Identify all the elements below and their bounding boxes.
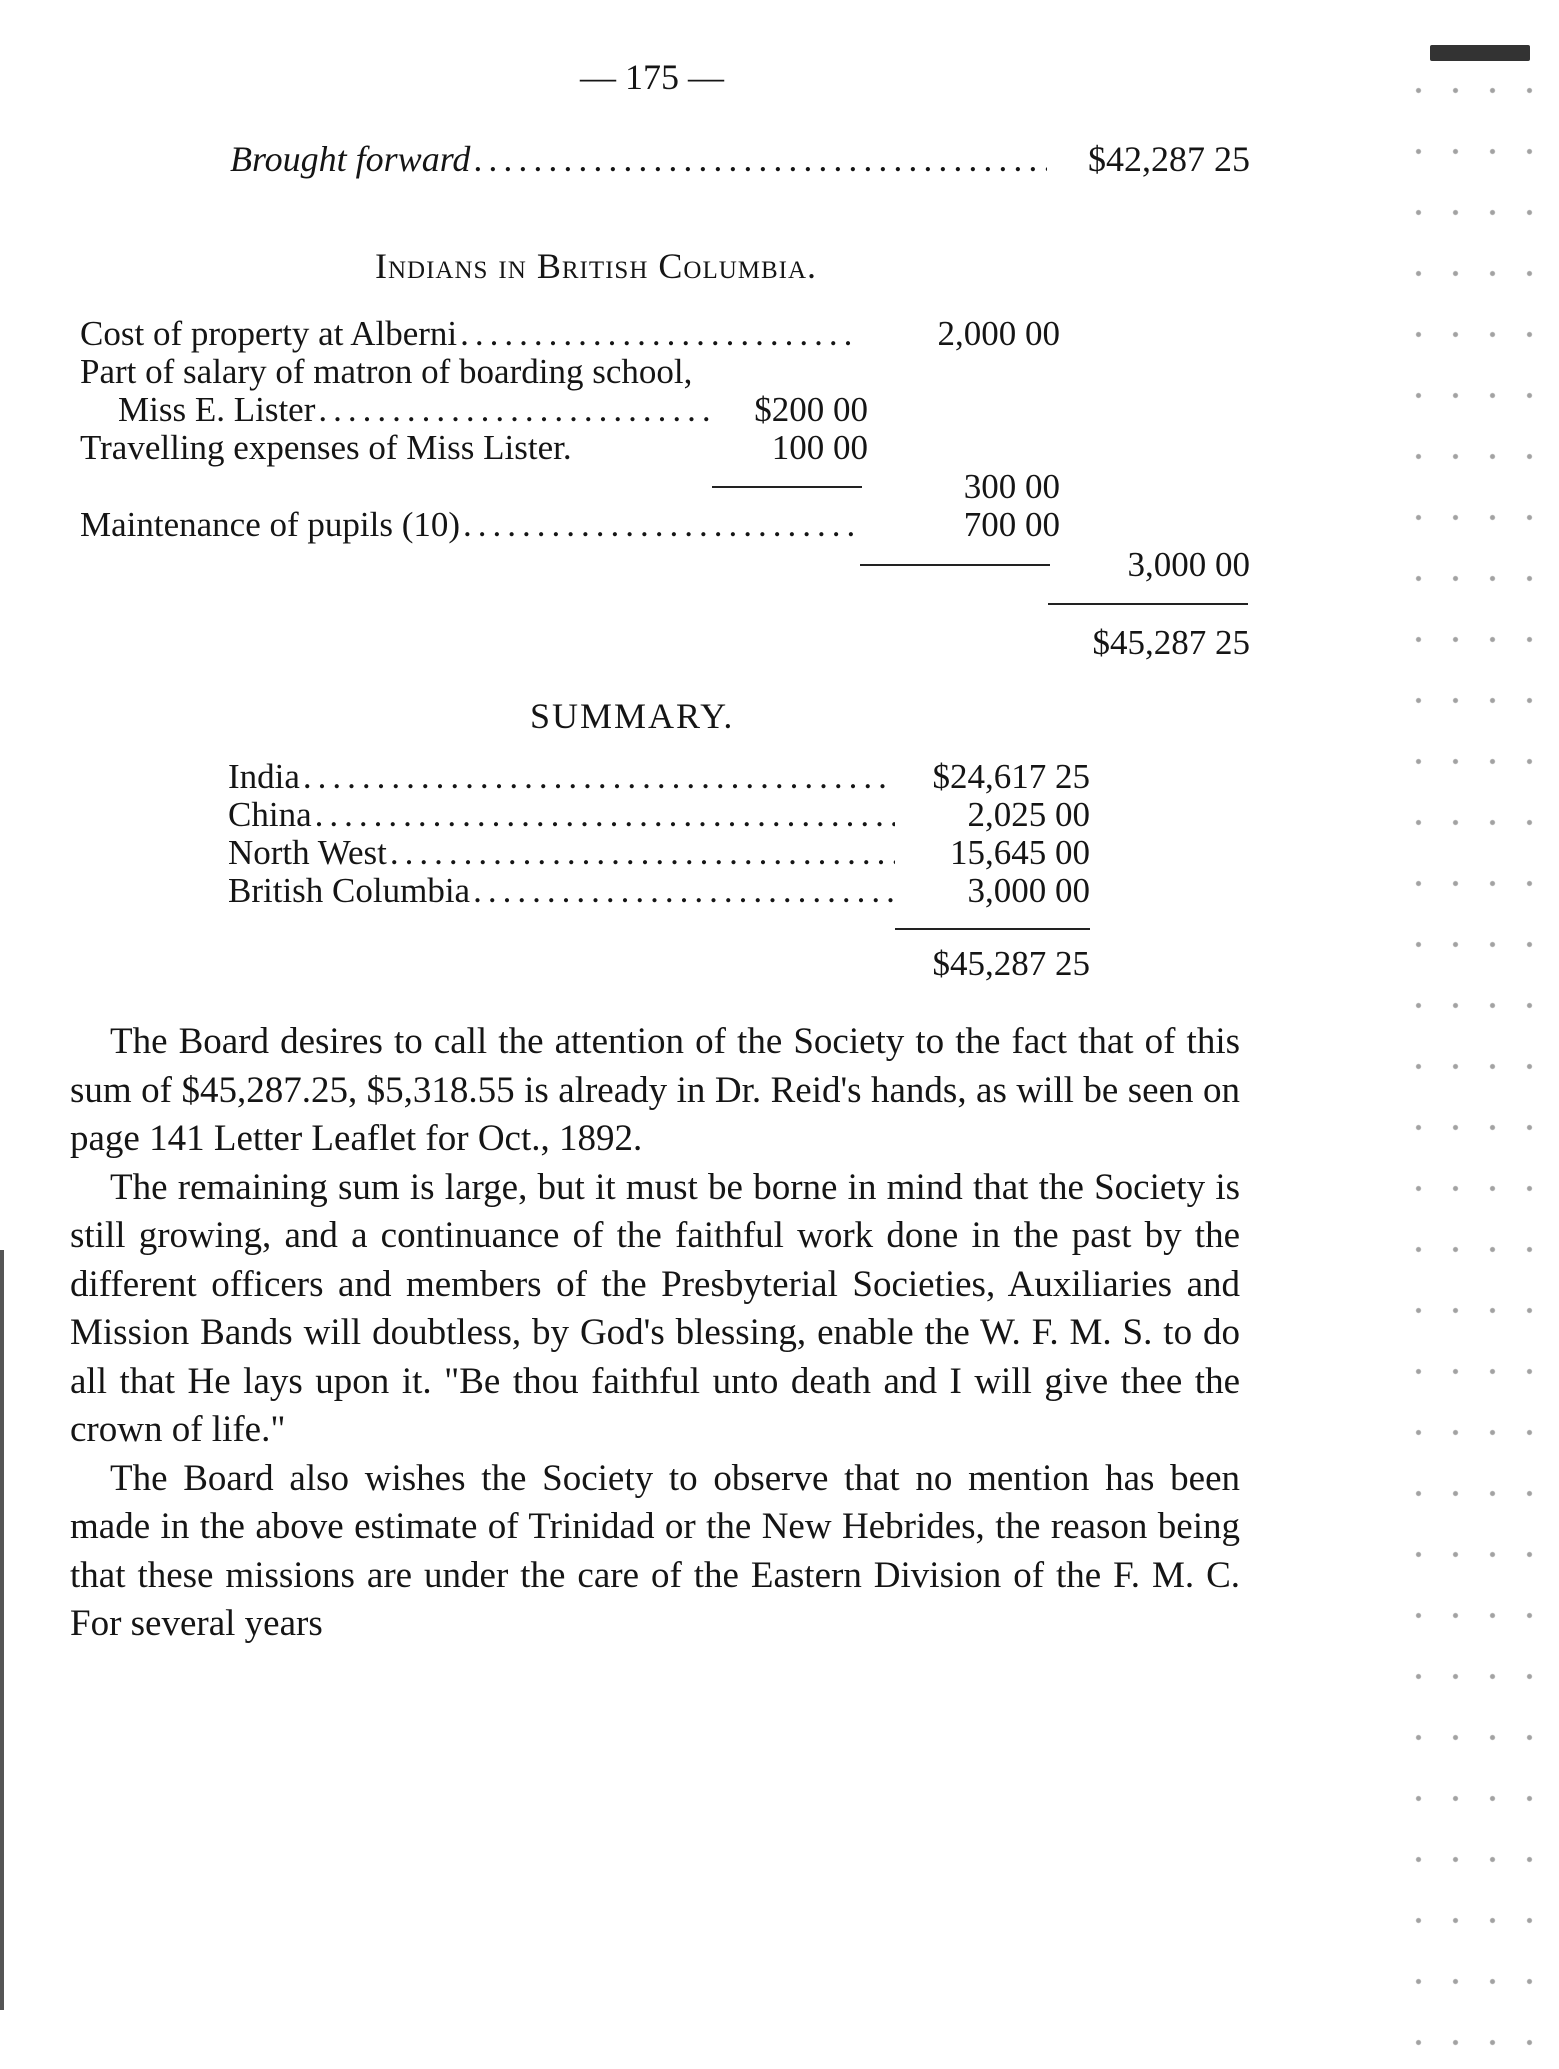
ledger-row: [80, 506, 860, 544]
summary-total-rule: [895, 928, 1090, 930]
leader-dots: [473, 138, 1047, 180]
summary-amount: 3,000 00: [967, 871, 1090, 910]
summary-label: India: [228, 757, 300, 796]
ledger-amount: 700 00: [963, 505, 1060, 544]
summary-label: North West: [228, 833, 387, 872]
summary-amount: 15,645 00: [950, 833, 1090, 872]
ledger-amount: 300 00: [963, 467, 1060, 506]
summary-label: China: [228, 795, 312, 834]
leader-dots: [303, 758, 895, 796]
ledger-amount: $200 00: [754, 390, 868, 429]
bc-total: 3,000 00: [1127, 545, 1250, 584]
summary-amount: $24,617 25: [932, 757, 1090, 796]
ledger-label: Miss E. Lister: [118, 390, 316, 429]
ledger-label: Part of salary of matron of boarding school,: [80, 352, 693, 391]
grand-total-rule: [1048, 603, 1248, 605]
ledger-label: Cost of property at Alberni: [80, 314, 458, 353]
leader-dots: [390, 834, 895, 872]
body-text: [70, 1018, 1240, 1649]
summary-row: [228, 758, 898, 796]
ledger-amount: 2,000 00: [937, 314, 1060, 353]
page-number: — 175 —: [580, 57, 724, 97]
scan-edge-mark: [1430, 45, 1530, 61]
leader-dots: [315, 796, 895, 834]
paragraph: The Board also wishes the Society to observe that no mention has been made in the above estimate of Trinidad or the New Hebrides, the reason being that these missions are under the care of the Eastern Division of the F. M. C. For several years: [70, 1457, 1240, 1644]
leader-dots: [460, 315, 857, 353]
leader-dots: [318, 391, 715, 429]
grand-total: $45,287 25: [1092, 623, 1250, 662]
summary-total: $45,287 25: [932, 944, 1090, 983]
ledger-label: Maintenance of pupils (10): [80, 505, 461, 544]
paragraph: The Board desires to call the attention of the Society to the fact that of this sum of $45,287.25, $5,318.55 is already in Dr. Reid's hands, as will be seen on page 141 Letter Leaflet for Oct., 1892.: [70, 1021, 1240, 1159]
summary-amount: 2,025 00: [967, 795, 1090, 834]
subtotal-rule: [712, 486, 862, 488]
leader-dots: [473, 872, 895, 910]
scan-margin-line: [0, 1250, 4, 2010]
brought-forward-label: Brought forward: [230, 139, 471, 179]
ledger-row: [80, 315, 860, 353]
section-total-rule: [860, 564, 1050, 566]
ledger-label: Travelling expenses of Miss Lister.: [80, 428, 572, 467]
brought-forward-row: [230, 138, 1050, 180]
paragraph: The remaining sum is large, but it must be borne in mind that the Society is still growing, and a continuance of the faithful work done in the past by the different officers and members of the Presbyterial Societies, Auxiliaries and Mission Bands will doubtless, by God's blessing, enable the W. F. M. S. to do all that He lays upon it. "Be thou faithful unto death and I will give thee the crown of life.": [70, 1166, 1240, 1450]
ledger-row: [118, 391, 718, 429]
scan-speckle: [1400, 60, 1550, 2060]
brought-forward-amount: $42,287 25: [1088, 139, 1250, 179]
summary-row: [228, 834, 898, 872]
summary-row: [228, 796, 898, 834]
ledger-amount: 100 00: [771, 428, 868, 467]
section-title: Indians in British Columbia.: [375, 246, 818, 286]
summary-title: SUMMARY.: [530, 696, 735, 736]
summary-row: [228, 872, 898, 910]
leader-dots: [463, 506, 857, 544]
summary-label: British Columbia: [228, 871, 471, 910]
